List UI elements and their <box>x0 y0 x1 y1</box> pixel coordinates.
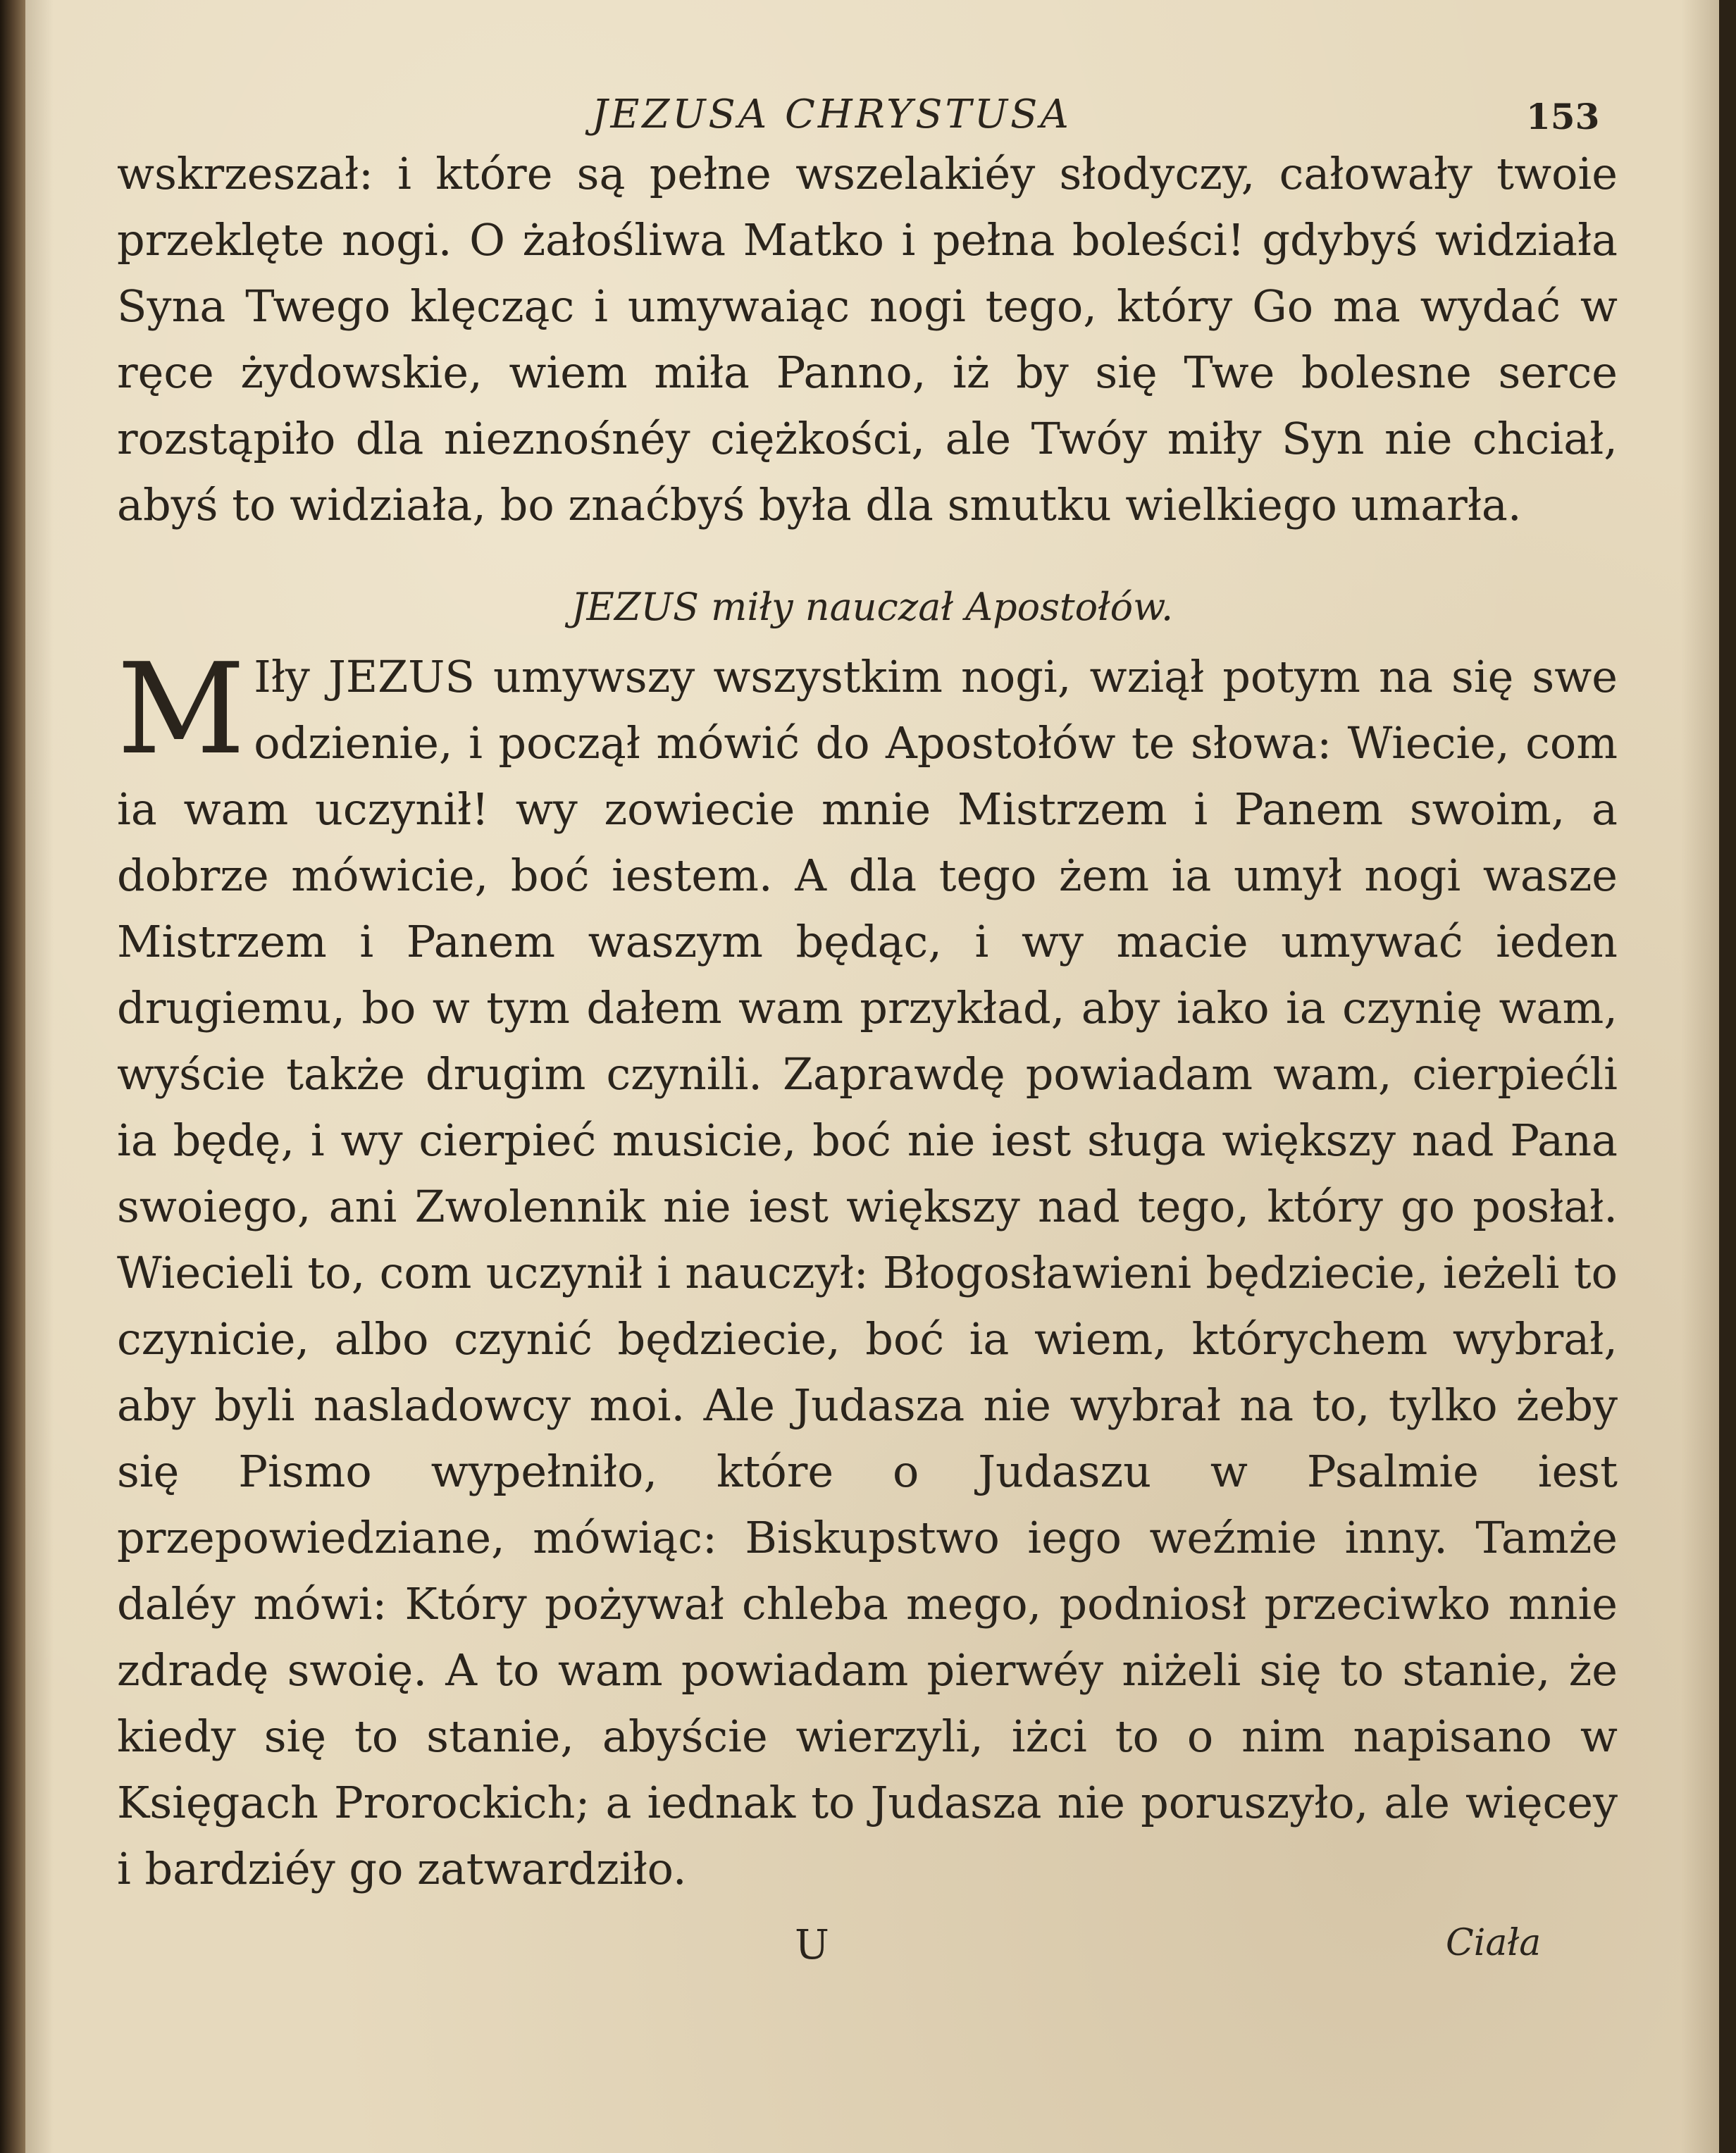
page-header <box>25 92 1719 148</box>
book-spine <box>0 0 25 2153</box>
page-number: 153 <box>1526 96 1600 137</box>
paragraph-continued <box>117 141 1618 538</box>
paragraph-main <box>117 636 1618 1902</box>
drop-cap: M <box>117 636 246 782</box>
paragraph-text: wskrzeszał: i które są pełne wszelakiéy słodyczy, całowały twoie przeklęte nogi. O żałośliwa Matko i pełna boleści! gdybyś widziała Syna Twego klęcząc i umywaiąc nogi tego, który Go ma wydać w ręce żydowskie, wiem miła Panno, iż by się Twe bolesne serce rozstąpiło dla nieznośnéy ciężkości, ale Twóy miły Syn nie chciał, abyś to widziała, bo znaćbyś była dla smutku wielkiego umarła. <box>117 148 1618 531</box>
running-head: JEZUSA CHRYSTUSA <box>592 92 1072 137</box>
paragraph-text: Iły JEZUS umywszy wszystkim nogi, wziął potym na się swe odzienie, i począł mówić do Apostołów te słowa: Wiecie, com ia wam uczynił! wy zowiecie mnie Mistrzem i Panem swoim, a dobrze mówicie, boć iestem. A dla tego żem ia umył nogi wasze Mistrzem i Panem waszym będąc, i wy macie umywać ieden drugiemu, bo w tym dałem wam przykład, aby iako ia czynię wam, wyście także drugim czynili. Zaprawdę powiadam wam, cierpiećli ia będę, i wy cierpieć musicie, boć nie iest sługa większy nad Pana swoiego, ani Zwolennik nie iest większy nad tego, który go posłał. Wiecieli to, com uczynił i nauczył: Błogosławieni będziecie, ieżeli to czynicie, albo czynić będziecie, boć ia wiem, którychem wybrał, aby byli nasladowcy moi. Ale Judasza nie wybrał na to, tylko żeby się Pismo wypełniło, które o Judaszu w Psalmie iest przepowiedziane, mówiąc: Biskupstwo iego weźmie inny. Tamże daléy mówi: Który pożywał chleba mego, podniosł przeciwko mnie zdradę swoię. A to wam powiadam pierwéy niżeli się to stanie, że kiedy się to stanie, abyście wierzyli, iżci to o nim napisano w Księgach Prorockich; a iednak to Judasza nie poruszyło, ale więcey i bardziéy go zatwardziło. <box>117 651 1618 1894</box>
catchword: Ciała <box>1446 1922 1542 1964</box>
book-page <box>25 0 1719 2153</box>
signature-mark: U <box>795 1921 829 1968</box>
section-heading: JEZUS miły nauczał Apostołów. <box>571 585 1174 629</box>
